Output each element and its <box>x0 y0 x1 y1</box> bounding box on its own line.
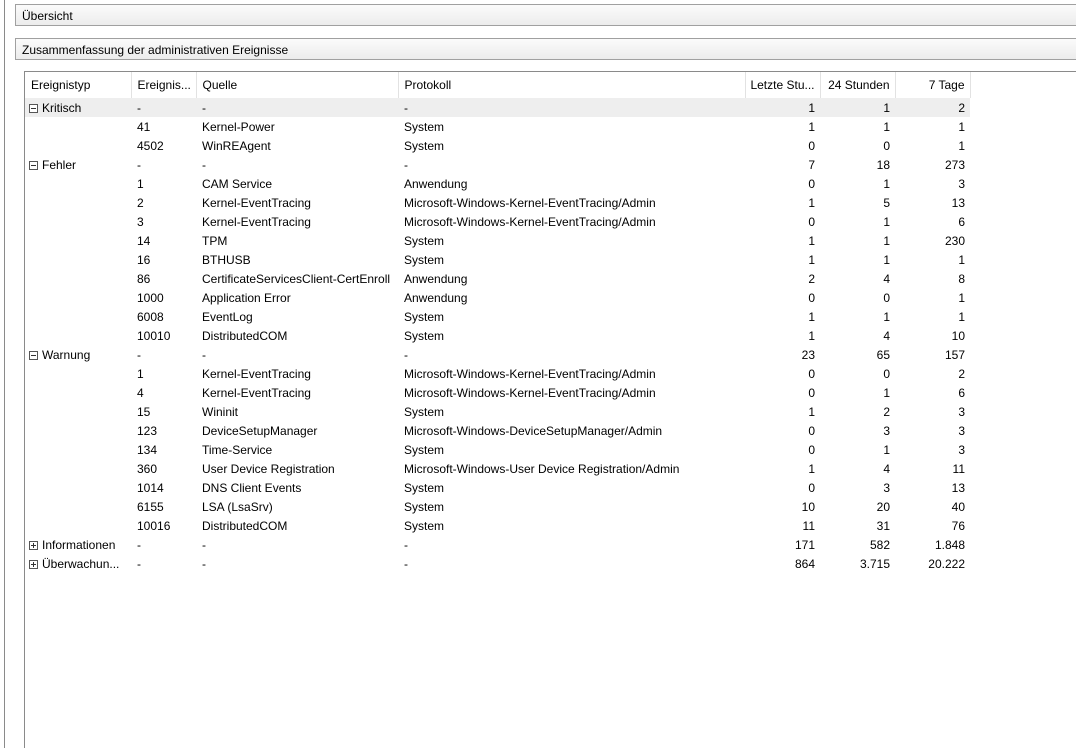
7-days-cell: 40 <box>951 499 965 514</box>
7-days-cell: 20.222 <box>928 556 965 571</box>
source-cell: Application Error <box>202 290 291 305</box>
event-type-cell[interactable] <box>25 535 131 554</box>
source-cell: Kernel-EventTracing <box>202 195 311 210</box>
7-days-cell: 76 <box>951 518 965 533</box>
event-type-cell <box>25 364 131 383</box>
source-cell: - <box>202 347 206 362</box>
log-cell: System <box>404 233 445 248</box>
event-type-cell <box>25 421 131 440</box>
last-hour-cell: 864 <box>794 556 815 571</box>
log-cell: Microsoft-Windows-User Device Registration/Admin <box>404 461 680 476</box>
event-type-cell <box>25 174 131 193</box>
last-hour-cell: 171 <box>794 537 815 552</box>
event-row[interactable] <box>25 193 970 212</box>
log-cell: System <box>404 404 445 419</box>
last-hour-cell: 23 <box>801 347 815 362</box>
24-hours-cell: 1 <box>883 214 890 229</box>
source-cell: Time-Service <box>202 442 273 457</box>
event-row[interactable] <box>25 459 970 478</box>
event-id-cell: - <box>137 556 141 571</box>
last-hour-cell: 1 <box>808 233 815 248</box>
log-cell: Microsoft-Windows-DeviceSetupManager/Admin <box>404 423 663 438</box>
group-row[interactable] <box>25 554 970 573</box>
overview-section-title: Übersicht <box>22 9 73 23</box>
event-row[interactable] <box>25 136 970 155</box>
last-hour-cell: 0 <box>808 480 815 495</box>
7-days-cell: 1 <box>958 252 965 267</box>
log-cell: Anwendung <box>404 290 468 305</box>
event-type-cell <box>25 326 131 345</box>
7-days-cell: 2 <box>958 366 965 381</box>
source-cell: - <box>202 556 206 571</box>
event-type-cell[interactable] <box>25 345 131 364</box>
log-cell: System <box>404 499 445 514</box>
last-hour-cell: 0 <box>808 385 815 400</box>
24-hours-cell: 20 <box>876 499 890 514</box>
24-hours-cell: 65 <box>876 347 890 362</box>
event-type-cell <box>25 288 131 307</box>
expand-icon[interactable] <box>29 541 38 550</box>
last-hour-cell: 11 <box>802 518 815 533</box>
event-id-cell: 6008 <box>137 309 164 324</box>
event-row[interactable] <box>25 497 970 516</box>
column-header-log[interactable]: Protokoll <box>398 72 745 98</box>
source-cell: BTHUSB <box>202 252 251 267</box>
window-edge <box>4 0 5 748</box>
24-hours-cell: 1 <box>883 252 890 267</box>
event-id-cell: 1014 <box>137 480 164 495</box>
event-id-cell: - <box>137 157 141 172</box>
7-days-cell: 10 <box>951 328 965 343</box>
7-days-cell: 13 <box>951 480 965 495</box>
admin-events-grid[interactable] <box>24 71 1076 748</box>
event-row[interactable] <box>25 288 970 307</box>
7-days-cell: 6 <box>958 385 965 400</box>
last-hour-cell: 7 <box>808 157 815 172</box>
24-hours-cell: 1 <box>883 176 890 191</box>
source-cell: DeviceSetupManager <box>202 423 318 438</box>
event-id-cell: - <box>137 347 141 362</box>
last-hour-cell: 0 <box>808 214 815 229</box>
source-cell: - <box>196 98 398 117</box>
event-type-cell <box>25 516 131 535</box>
event-id-cell: - <box>137 537 141 552</box>
source-cell: WinREAgent <box>202 138 271 153</box>
event-id-cell: 123 <box>137 423 158 438</box>
last-hour-cell: 10 <box>801 499 815 514</box>
source-cell: - <box>202 157 206 172</box>
last-hour-cell: 0 <box>808 423 815 438</box>
last-hour-cell: 1 <box>808 119 815 134</box>
event-id-cell: - <box>131 98 196 117</box>
collapse-icon[interactable] <box>29 104 38 113</box>
event-type-cell <box>25 250 131 269</box>
24-hours-cell: 3 <box>883 423 890 438</box>
last-hour-cell: 1 <box>808 404 815 419</box>
log-cell: System <box>404 252 445 267</box>
source-cell: DistributedCOM <box>202 328 288 343</box>
column-header-event-id[interactable]: Ereignis... <box>131 72 196 98</box>
event-type-cell <box>25 440 131 459</box>
source-cell: Wininit <box>202 404 239 419</box>
log-cell: Anwendung <box>404 271 468 286</box>
last-hour-cell: 1 <box>808 252 815 267</box>
event-type-cell[interactable] <box>25 155 131 174</box>
24-hours-cell: 582 <box>869 537 890 552</box>
7-days-cell: 1 <box>958 309 965 324</box>
log-cell: System <box>404 518 445 533</box>
event-type-cell <box>25 307 131 326</box>
event-type-label: Informationen <box>42 537 116 552</box>
column-header-source[interactable]: Quelle <box>196 72 398 98</box>
24-hours-cell: 31 <box>876 518 890 533</box>
event-id-cell: 3 <box>137 214 144 229</box>
7-days-cell: 11 <box>952 461 965 476</box>
source-cell: EventLog <box>202 309 253 324</box>
source-cell: Kernel-EventTracing <box>202 366 311 381</box>
event-type-cell[interactable] <box>25 98 131 117</box>
24-hours-cell: 0 <box>883 366 890 381</box>
event-type-cell <box>25 117 131 136</box>
event-id-cell: 14 <box>137 233 151 248</box>
log-cell: - <box>404 347 408 362</box>
event-type-cell <box>25 136 131 155</box>
event-id-cell: 4502 <box>137 138 164 153</box>
event-type-cell <box>25 212 131 231</box>
event-type-cell <box>25 269 131 288</box>
event-type-cell <box>25 193 131 212</box>
last-hour-cell: 1 <box>808 309 815 324</box>
source-cell: Kernel-EventTracing <box>202 385 311 400</box>
event-type-label: Kritisch <box>42 100 82 115</box>
log-cell: - <box>404 537 408 552</box>
event-type-cell <box>25 383 131 402</box>
24-hours-cell: 3.715 <box>859 556 890 571</box>
24-hours-cell: 4 <box>883 328 890 343</box>
log-cell: Anwendung <box>404 176 468 191</box>
last-hour-cell: 0 <box>808 176 815 191</box>
event-row[interactable] <box>25 364 970 383</box>
admin-events-section-header[interactable] <box>15 38 1076 60</box>
event-type-label: Warnung <box>42 347 91 362</box>
log-cell: - <box>404 556 408 571</box>
24-hours-cell: 1 <box>883 119 890 134</box>
event-id-cell: 1000 <box>137 290 164 305</box>
7-days-cell: 3 <box>958 423 965 438</box>
log-cell: Microsoft-Windows-Kernel-EventTracing/Admin <box>404 214 656 229</box>
7-days-cell: 3 <box>958 176 965 191</box>
group-row[interactable] <box>25 345 970 364</box>
7-days-cell: 3 <box>958 442 965 457</box>
7-days-cell: 1 <box>958 290 965 305</box>
24-hours-cell: 2 <box>883 404 890 419</box>
7-days-cell: 8 <box>958 271 965 286</box>
last-hour-cell: 0 <box>808 442 815 457</box>
source-cell: CAM Service <box>202 176 273 191</box>
source-cell: TPM <box>202 233 228 248</box>
log-cell: System <box>404 119 445 134</box>
log-cell: - <box>398 98 745 117</box>
event-id-cell: 134 <box>137 442 158 457</box>
24-hours-cell: 4 <box>883 271 890 286</box>
event-type-cell[interactable] <box>25 554 131 573</box>
event-row[interactable] <box>25 174 970 193</box>
7-days-cell: 273 <box>944 157 965 172</box>
column-header-event-type[interactable]: Ereignistyp <box>25 72 131 98</box>
log-cell: System <box>404 309 445 324</box>
event-type-label: Überwachun... <box>42 556 120 571</box>
7-days-cell: 230 <box>944 233 965 248</box>
column-header-last-hour[interactable]: Letzte Stu... <box>745 72 820 98</box>
collapse-icon[interactable] <box>29 161 38 170</box>
event-id-cell: 4 <box>137 385 144 400</box>
source-cell: Kernel-Power <box>202 119 275 134</box>
event-row[interactable] <box>25 269 970 288</box>
log-cell: System <box>404 480 445 495</box>
last-hour-cell: 2 <box>808 271 815 286</box>
source-cell: DistributedCOM <box>202 518 288 533</box>
event-id-cell: 360 <box>137 461 158 476</box>
log-cell: Microsoft-Windows-Kernel-EventTracing/Admin <box>404 195 656 210</box>
24-hours-cell: 18 <box>876 157 890 172</box>
24-hours-cell: 1 <box>883 233 890 248</box>
admin-events-table <box>25 72 971 573</box>
group-row[interactable] <box>25 155 970 174</box>
24-hours-cell: 3 <box>883 480 890 495</box>
event-type-cell <box>25 497 131 516</box>
expand-icon[interactable] <box>29 560 38 569</box>
event-id-cell: 10010 <box>137 328 171 343</box>
event-type-cell <box>25 402 131 421</box>
source-cell: LSA (LsaSrv) <box>202 499 273 514</box>
column-header-row <box>25 72 970 98</box>
24-hours-cell: 0 <box>883 138 890 153</box>
24-hours-cell: 4 <box>883 461 890 476</box>
7-days-cell: 1.848 <box>934 537 965 552</box>
admin-events-section-title: Zusammenfassung der administrativen Ereignisse <box>22 43 289 57</box>
event-id-cell: 16 <box>137 252 151 267</box>
7-days-cell: 1 <box>958 138 965 153</box>
7-days-cell: 13 <box>951 195 965 210</box>
event-row[interactable] <box>25 440 970 459</box>
log-cell: - <box>404 157 408 172</box>
event-row[interactable] <box>25 516 970 535</box>
source-cell: User Device Registration <box>202 461 335 476</box>
24-hours-cell: 1 <box>883 309 890 324</box>
source-cell: DNS Client Events <box>202 480 302 495</box>
event-row[interactable] <box>25 212 970 231</box>
column-header-7-days[interactable]: 7 Tage <box>895 72 970 98</box>
last-hour-cell: 1 <box>745 98 820 117</box>
event-id-cell: 1 <box>137 366 144 381</box>
24-hours-cell: 5 <box>883 195 890 210</box>
log-cell: System <box>404 138 445 153</box>
event-id-cell: 6155 <box>137 499 164 514</box>
event-row[interactable] <box>25 307 970 326</box>
event-row[interactable] <box>25 478 970 497</box>
24-hours-cell: 1 <box>820 98 895 117</box>
event-id-cell: 1 <box>137 176 144 191</box>
last-hour-cell: 0 <box>808 138 815 153</box>
7-days-cell: 1 <box>958 119 965 134</box>
event-row[interactable] <box>25 402 970 421</box>
24-hours-cell: 0 <box>883 290 890 305</box>
event-id-cell: 2 <box>137 195 144 210</box>
7-days-cell: 6 <box>958 214 965 229</box>
event-row[interactable] <box>25 383 970 402</box>
event-row[interactable] <box>25 117 970 136</box>
7-days-cell: 157 <box>944 347 965 362</box>
last-hour-cell: 1 <box>808 328 815 343</box>
source-cell: CertificateServicesClient-CertEnroll <box>202 271 391 286</box>
collapse-icon[interactable] <box>29 351 38 360</box>
7-days-cell: 2 <box>895 98 970 117</box>
overview-section-header[interactable] <box>15 4 1076 26</box>
log-cell: System <box>404 442 445 457</box>
7-days-cell: 3 <box>958 404 965 419</box>
log-cell: Microsoft-Windows-Kernel-EventTracing/Admin <box>404 366 656 381</box>
event-row[interactable] <box>25 231 970 250</box>
log-cell: Microsoft-Windows-Kernel-EventTracing/Admin <box>404 385 656 400</box>
event-id-cell: 41 <box>137 119 151 134</box>
event-id-cell: 10016 <box>137 518 171 533</box>
group-row[interactable] <box>25 535 970 554</box>
24-hours-cell: 1 <box>883 442 890 457</box>
last-hour-cell: 1 <box>808 195 815 210</box>
event-row[interactable] <box>25 421 970 440</box>
log-cell: System <box>404 328 445 343</box>
source-cell: Kernel-EventTracing <box>202 214 311 229</box>
24-hours-cell: 1 <box>883 385 890 400</box>
last-hour-cell: 0 <box>808 290 815 305</box>
event-type-cell <box>25 459 131 478</box>
event-type-cell <box>25 231 131 250</box>
group-row[interactable] <box>25 98 970 117</box>
event-id-cell: 86 <box>137 271 151 286</box>
source-cell: - <box>202 537 206 552</box>
event-row[interactable] <box>25 250 970 269</box>
last-hour-cell: 1 <box>808 461 815 476</box>
event-type-cell <box>25 478 131 497</box>
event-id-cell: 15 <box>137 404 151 419</box>
event-row[interactable] <box>25 326 970 345</box>
event-type-label: Fehler <box>42 157 77 172</box>
last-hour-cell: 0 <box>808 366 815 381</box>
column-header-24-hours[interactable]: 24 Stunden <box>820 72 895 98</box>
